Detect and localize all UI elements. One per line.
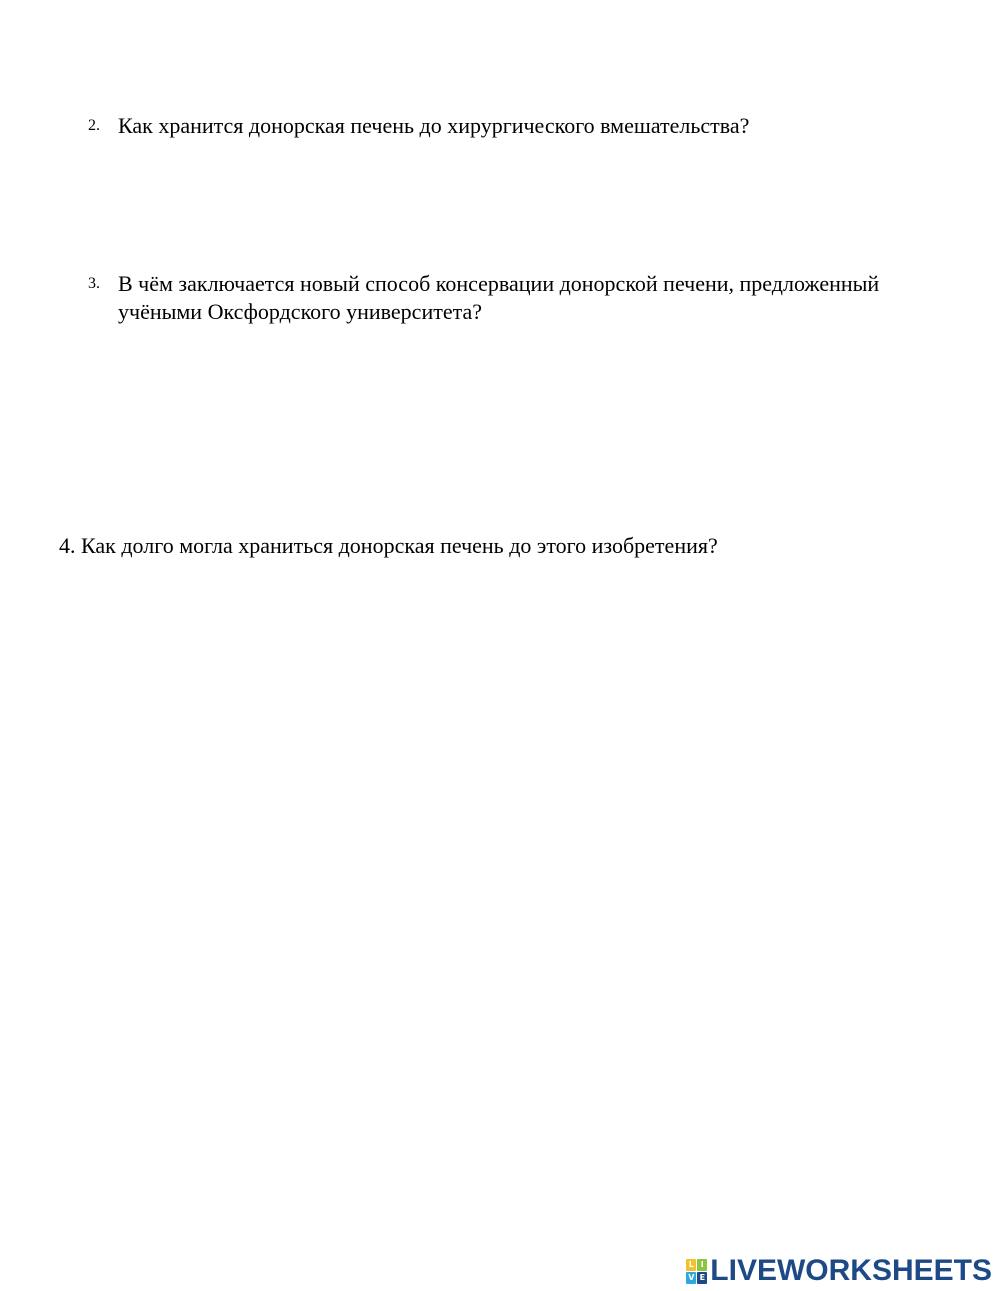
question-3-number: 3. [88,275,100,292]
question-3-line-2: учёными Оксфордского университета? [118,299,483,324]
logo-letter-e: E [697,1272,707,1284]
question-2-text: Как хранится донорская печень до хирургического вмешательства? [118,113,750,138]
liveworksheets-logo-icon [686,1259,707,1284]
logo-letter-v: V [688,1272,695,1282]
brand-name: LIVEWORKSHEETS [710,1254,992,1287]
question-3-text [118,270,958,326]
logo-letter-l: L [686,1259,696,1271]
question-3-line-1: В чём заключается новый способ консервации донорской печени, предложенный [118,271,880,296]
logo-letter-i: I [697,1259,707,1271]
liveworksheets-brand [686,1255,992,1287]
question-4-text: 4. Как долго могла храниться донорская печень до этого изобретения? [59,533,718,558]
question-2-number: 2. [88,117,100,134]
